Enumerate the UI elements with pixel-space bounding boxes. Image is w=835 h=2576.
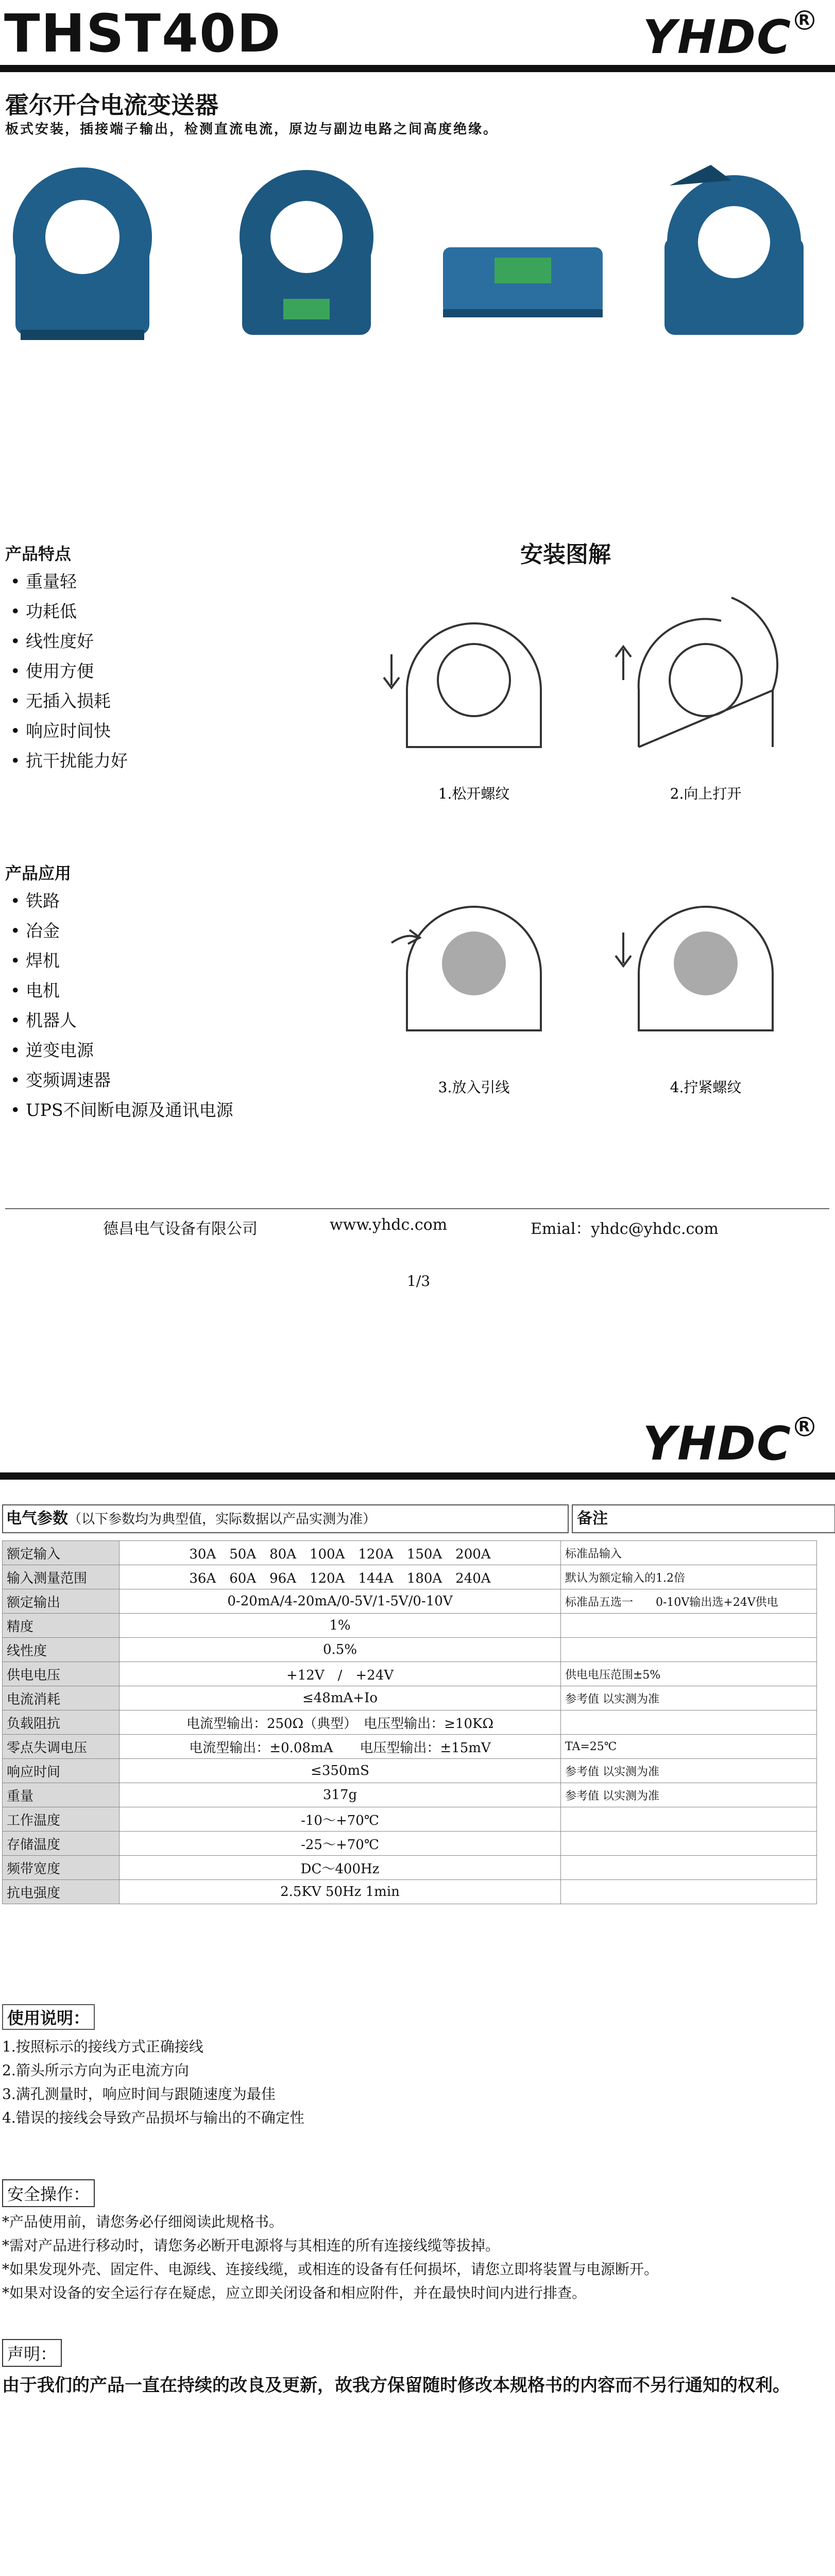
feature-item: • 抗干扰能力好 — [10, 751, 128, 771]
params-cell-remark: 标准品输入 — [561, 1541, 817, 1565]
footer-web: www.yhdc.com — [330, 1216, 448, 1234]
params-cell-value: -10～+70℃ — [120, 1807, 561, 1832]
params-cell-value: 36A 60A 96A 120A 144A 180A 240A — [120, 1565, 561, 1589]
params-row — [3, 1686, 817, 1710]
conductor-3 — [442, 931, 506, 995]
params-cell-value: -25～+70℃ — [120, 1832, 561, 1856]
params-cell-label: 存储温度 — [3, 1832, 120, 1856]
footer-company: 德昌电气设备有限公司 — [103, 1220, 258, 1238]
params-cell-remark: 默认为额定输入的1.2倍 — [561, 1565, 817, 1589]
remarks-header: 备注 — [572, 1504, 835, 1533]
install-diagrams — [361, 577, 824, 1170]
sensor-photo-4 — [664, 165, 804, 335]
params-cell-value: 1% — [120, 1614, 561, 1638]
params-row — [3, 1710, 817, 1735]
logo-text: YHDC — [642, 10, 792, 64]
product-photos — [0, 155, 835, 376]
params-row — [3, 1880, 817, 1904]
safety-item: *如果对设备的安全运行存在疑虑，应立即关闭设备和相应附件，并在最快时间内进行排查。 — [2, 2284, 587, 2301]
params-cell-remark — [561, 1614, 817, 1638]
params-row — [3, 1565, 817, 1589]
footer-rule — [5, 1208, 829, 1209]
safety-list — [2, 2210, 831, 2305]
product-heading: 霍尔开合电流变送器 — [5, 91, 218, 119]
params-row — [3, 1662, 817, 1686]
sensor-photo-3 — [443, 247, 603, 317]
params-cell-value: 2.5KV 50Hz 1min — [120, 1880, 561, 1904]
params-cell-label: 零点失调电压 — [3, 1735, 120, 1759]
params-cell-label: 供电电压 — [3, 1662, 120, 1686]
application-item: • 焊机 — [10, 951, 60, 971]
params-cell-value: 0-20mA/4-20mA/0-5V/1-5V/0-10V — [120, 1589, 561, 1614]
install-step-1 — [384, 623, 541, 747]
install-step-1-caption: 1.松开螺纹 — [438, 785, 510, 802]
params-cell-label: 额定输入 — [3, 1541, 120, 1565]
params-cell-label: 抗电强度 — [3, 1880, 120, 1904]
params-row — [3, 1735, 817, 1759]
header-rule — [0, 1472, 835, 1480]
params-row — [3, 1541, 817, 1565]
params-cell-remark — [561, 1880, 817, 1904]
params-row — [3, 1614, 817, 1638]
params-row — [3, 1832, 817, 1856]
params-cell-remark — [561, 1710, 817, 1735]
params-cell-label: 线性度 — [3, 1638, 120, 1662]
params-cell-remark: 参考值 以实测为准 — [561, 1759, 817, 1783]
application-item: • 变频调速器 — [10, 1070, 111, 1090]
params-cell-remark — [561, 1832, 817, 1856]
params-cell-remark — [561, 1856, 817, 1880]
install-step-4-caption: 4.拧紧螺纹 — [670, 1079, 742, 1096]
params-cell-remark: 参考值 以实测为准 — [561, 1686, 817, 1710]
params-cell-remark — [561, 1638, 817, 1662]
params-cell-value: DC～400Hz — [120, 1856, 561, 1880]
params-row — [3, 1783, 817, 1807]
params-cell-remark: 标准品五选一 0-10V输出选+24V供电 — [561, 1589, 817, 1614]
safety-title: 安全操作： — [2, 2179, 95, 2207]
usage-title: 使用说明： — [2, 2004, 95, 2030]
feature-item: • 无插入损耗 — [10, 691, 111, 711]
company-logo — [643, 1417, 814, 1471]
install-step-2 — [616, 598, 777, 747]
feature-item: • 功耗低 — [10, 601, 77, 621]
registered-mark: R — [795, 10, 814, 30]
params-row — [3, 1807, 817, 1832]
params-row — [3, 1638, 817, 1662]
product-title: THST40D — [4, 3, 282, 64]
footer-email: Emial：yhdc@yhdc.com — [531, 1220, 719, 1238]
page-number: 1/3 — [407, 1273, 431, 1290]
params-header: 电气参数（以下参数均为典型值，实际数据以产品实测为准） — [2, 1504, 569, 1533]
application-item: • 机器人 — [10, 1010, 77, 1030]
params-cell-value: ≤350mS — [120, 1759, 561, 1783]
safety-item: *产品使用前，请您务必仔细阅读此规格书。 — [2, 2213, 284, 2230]
params-cell-value: 317g — [120, 1783, 561, 1807]
safety-item: *需对产品进行移动时，请您务必断开电源将与其相连的所有连接线缆等拔掉。 — [2, 2237, 500, 2254]
params-cell-value: 0.5% — [120, 1638, 561, 1662]
params-cell-label: 精度 — [3, 1614, 120, 1638]
sensor-photo-1 — [13, 167, 152, 340]
params-row — [3, 1759, 817, 1783]
application-item: • UPS不间断电源及通讯电源 — [10, 1100, 233, 1120]
params-cell-label: 电流消耗 — [3, 1686, 120, 1710]
feature-item: • 响应时间快 — [10, 721, 111, 741]
application-item: • 铁路 — [10, 891, 60, 911]
page-2 — [0, 1370, 835, 2576]
params-cell-remark: 参考值 以实测为准 — [561, 1783, 817, 1807]
params-cell-value: 30A 50A 80A 100A 120A 150A 200A — [120, 1541, 561, 1565]
company-logo — [643, 10, 814, 64]
usage-item: 2.箭头所示方向为正电流方向 — [2, 2062, 189, 2079]
params-cell-remark: TA=25℃ — [561, 1735, 817, 1759]
params-cell-label: 响应时间 — [3, 1759, 120, 1783]
usage-list — [2, 2035, 304, 2130]
usage-item: 3.满孔测量时，响应时间与跟随速度为最佳 — [2, 2086, 276, 2103]
install-title: 安装图解 — [520, 541, 611, 568]
product-subheading: 板式安装，插接端子输出，检测直流电流，原边与副边电路之间高度绝缘。 — [5, 122, 499, 137]
params-cell-value: 电流型输出：±0.08mA 电压型输出：±15mV — [120, 1735, 561, 1759]
params-cell-value: ≤48mA+Io — [120, 1686, 561, 1710]
params-cell-label: 额定输出 — [3, 1589, 120, 1614]
logo-text: YHDC — [642, 1417, 792, 1471]
header-rule — [0, 65, 835, 72]
params-cell-remark: 供电电压范围±5% — [561, 1662, 817, 1686]
params-row — [3, 1856, 817, 1880]
statement-title: 声明： — [2, 2339, 62, 2367]
applications-list — [10, 886, 233, 1125]
conductor-4 — [674, 931, 738, 995]
params-table — [2, 1540, 817, 1904]
params-cell-label: 负载阻抗 — [3, 1710, 120, 1735]
params-cell-remark — [561, 1807, 817, 1832]
usage-item: 4.错误的接线会导致产品损坏与输出的不确定性 — [2, 2109, 304, 2126]
install-step-3-caption: 3.放入引线 — [438, 1079, 510, 1096]
usage-item: 1.按照标示的接线方式正确接线 — [2, 2038, 203, 2055]
params-cell-label: 频带宽度 — [3, 1856, 120, 1880]
features-title: 产品特点 — [5, 544, 72, 564]
features-list — [10, 567, 128, 776]
params-cell-value: +12V / +24V — [120, 1662, 561, 1686]
feature-item: • 重量轻 — [10, 571, 77, 591]
params-cell-label: 输入测量范围 — [3, 1565, 120, 1589]
params-cell-label: 重量 — [3, 1783, 120, 1807]
params-cell-value: 电流型输出：250Ω（典型） 电压型输出：≥10KΩ — [120, 1710, 561, 1735]
feature-item: • 线性度好 — [10, 631, 94, 651]
params-row — [3, 1589, 817, 1614]
safety-item: *如果发现外壳、固定件、电源线、连接线缆，或相连的设备有任何损坏，请您立即将装置与电源断开。 — [2, 2261, 659, 2278]
install-step-2-caption: 2.向上打开 — [670, 785, 742, 802]
application-item: • 冶金 — [10, 921, 60, 941]
feature-item: • 使用方便 — [10, 661, 94, 681]
registered-mark: R — [795, 1417, 814, 1436]
application-item: • 电机 — [10, 980, 60, 1001]
application-item: • 逆变电源 — [10, 1040, 94, 1060]
params-cell-label: 工作温度 — [3, 1807, 120, 1832]
sensor-photo-2 — [240, 170, 373, 335]
applications-title: 产品应用 — [5, 863, 72, 883]
statement-text: 由于我们的产品一直在持续的改良及更新，故我方保留随时修改本规格书的内容而不另行通知的权利。 — [2, 2375, 790, 2396]
